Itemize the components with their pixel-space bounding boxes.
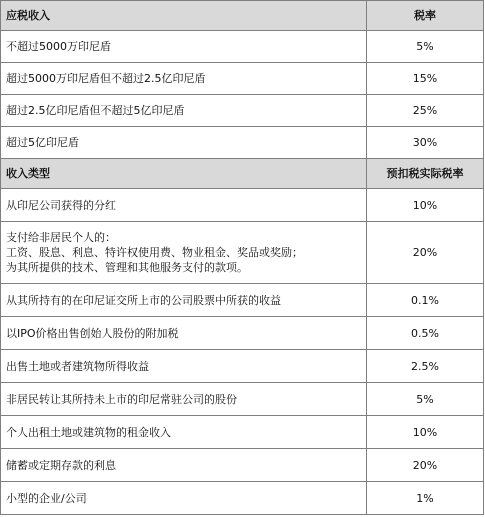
- header-withholding-rate: 预扣税实际税率: [367, 159, 484, 189]
- income-bracket-label: 超过2.5亿印尼盾但不超过5亿印尼盾: [1, 95, 367, 127]
- withholding-rate: 10%: [367, 189, 484, 222]
- table-row: [1, 449, 484, 482]
- income-type-label: 从印尼公司获得的分红: [1, 189, 367, 222]
- income-type-label: [1, 222, 367, 284]
- header-tax-rate: 税率: [367, 1, 484, 31]
- withholding-rate: 1%: [367, 482, 484, 515]
- income-type-label: 出售土地或者建筑物所得收益: [1, 350, 367, 383]
- income-type-label: 个人出租土地或建筑物的租金收入: [1, 416, 367, 449]
- withholding-rate: 2.5%: [367, 350, 484, 383]
- table-row: [1, 95, 484, 127]
- withholding-rate: 0.5%: [367, 317, 484, 350]
- table-header-row: [1, 159, 484, 189]
- withholding-rate: 0.1%: [367, 284, 484, 317]
- table-row: [1, 383, 484, 416]
- income-bracket-rate: 25%: [367, 95, 484, 127]
- table-row: [1, 189, 484, 222]
- income-type-label: 非居民转让其所持未上市的印尼常驻公司的股份: [1, 383, 367, 416]
- header-taxable-income: 应税收入: [1, 1, 367, 31]
- income-type-label: 储蓄或定期存款的利息: [1, 449, 367, 482]
- income-type-line: 为其所提供的技术、管理和其他服务支付的款项。: [6, 261, 248, 274]
- income-type-label: 从其所持有的在印尼证交所上市的公司股票中所获的收益: [1, 284, 367, 317]
- income-bracket-label: 超过5000万印尼盾但不超过2.5亿印尼盾: [1, 63, 367, 95]
- table-row: [1, 284, 484, 317]
- income-type-label: 以IPO价格出售创始人股份的附加税: [1, 317, 367, 350]
- income-type-label: 小型的企业/公司: [1, 482, 367, 515]
- income-bracket-rate: 30%: [367, 127, 484, 159]
- income-bracket-label: 超过5亿印尼盾: [1, 127, 367, 159]
- income-bracket-rate: 15%: [367, 63, 484, 95]
- table-row: [1, 31, 484, 63]
- withholding-rate: 20%: [367, 449, 484, 482]
- income-bracket-rate: 5%: [367, 31, 484, 63]
- withholding-rate: 5%: [367, 383, 484, 416]
- withholding-rate: 20%: [367, 222, 484, 284]
- table-row: [1, 416, 484, 449]
- table-row: [1, 350, 484, 383]
- table-row: [1, 127, 484, 159]
- table-row: [1, 222, 484, 284]
- income-type-line: 支付给非居民个人的：: [6, 231, 116, 244]
- header-income-type: 收入类型: [1, 159, 367, 189]
- withholding-rate: 10%: [367, 416, 484, 449]
- table-header-row: [1, 1, 484, 31]
- income-type-line: 工资、股息、利息、特许权使用费、物业租金、奖品或奖励；: [6, 246, 303, 259]
- table-row: [1, 63, 484, 95]
- table-row: [1, 317, 484, 350]
- income-bracket-label: 不超过5000万印尼盾: [1, 31, 367, 63]
- table-row: [1, 482, 484, 515]
